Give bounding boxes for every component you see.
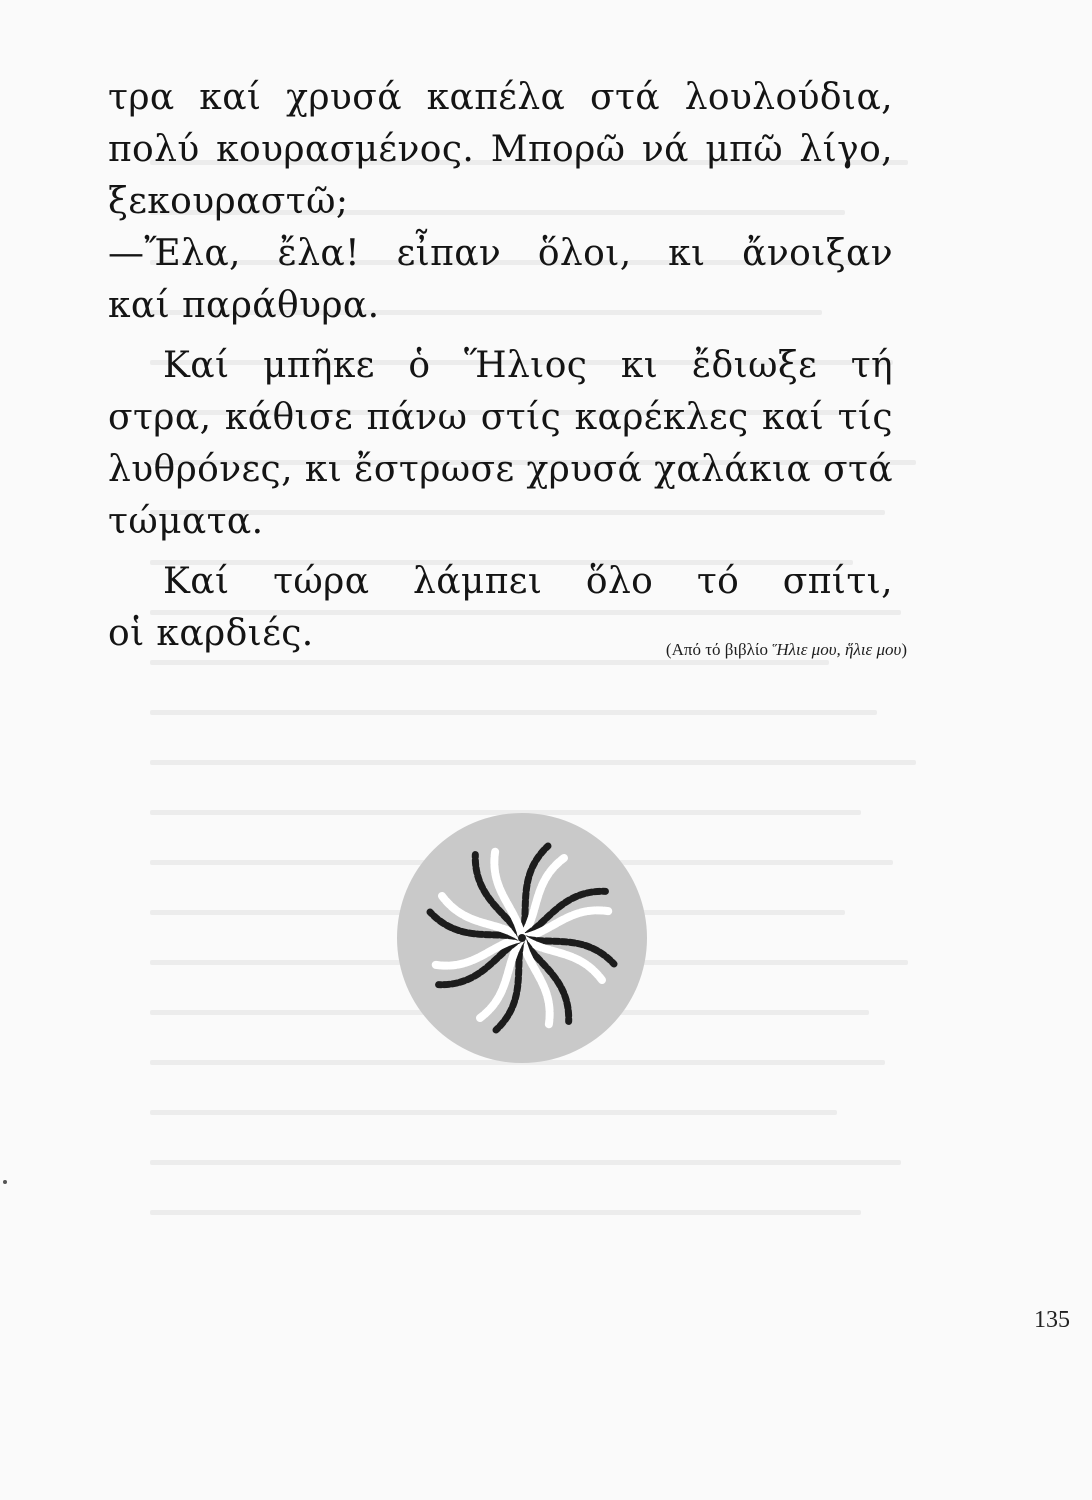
source-citation [666,640,907,660]
text-line: —Ἔλα, ἔλα! εἶπαν ὅλοι, κι ἄνοιξαν [108,233,893,274]
text-line: τρα καί χρυσά καπέλα στά λουλούδια, [108,77,893,118]
print-speck [3,1180,7,1184]
text-line: τώματα. [108,501,264,542]
text-line: Καί τώρα λάμπει ὅλο τό σπίτι, [163,561,893,602]
page-number: 135 [1034,1307,1070,1333]
text-line: οἱ καρδιές. [108,613,314,654]
source-book-title: Ἥλιε μου, ἥλιε μου [772,640,902,659]
emblem-hub [518,934,526,942]
source-suffix: ) [901,640,907,659]
body-text [108,72,893,660]
text-line: λυθρόνες, κι ἔστρωσε χρυσά χαλάκια στά [108,449,893,490]
text-line: Καί μπῆκε ὁ Ἥλιος κι ἔδιωξε τή [163,345,893,386]
sun-swirl-icon [397,813,647,1063]
source-prefix: (Από τό βιβλίο [665,640,773,659]
text-line: πολύ κουρασμένος. Μπορῶ νά μπῶ λίγο, [108,129,893,170]
text-line: καί παράθυρα. [108,285,380,326]
text-line: στρα, κάθισε πάνω στίς καρέκλες καί τίς [108,397,893,438]
text-line: ξεκουραστῶ; [108,181,349,222]
